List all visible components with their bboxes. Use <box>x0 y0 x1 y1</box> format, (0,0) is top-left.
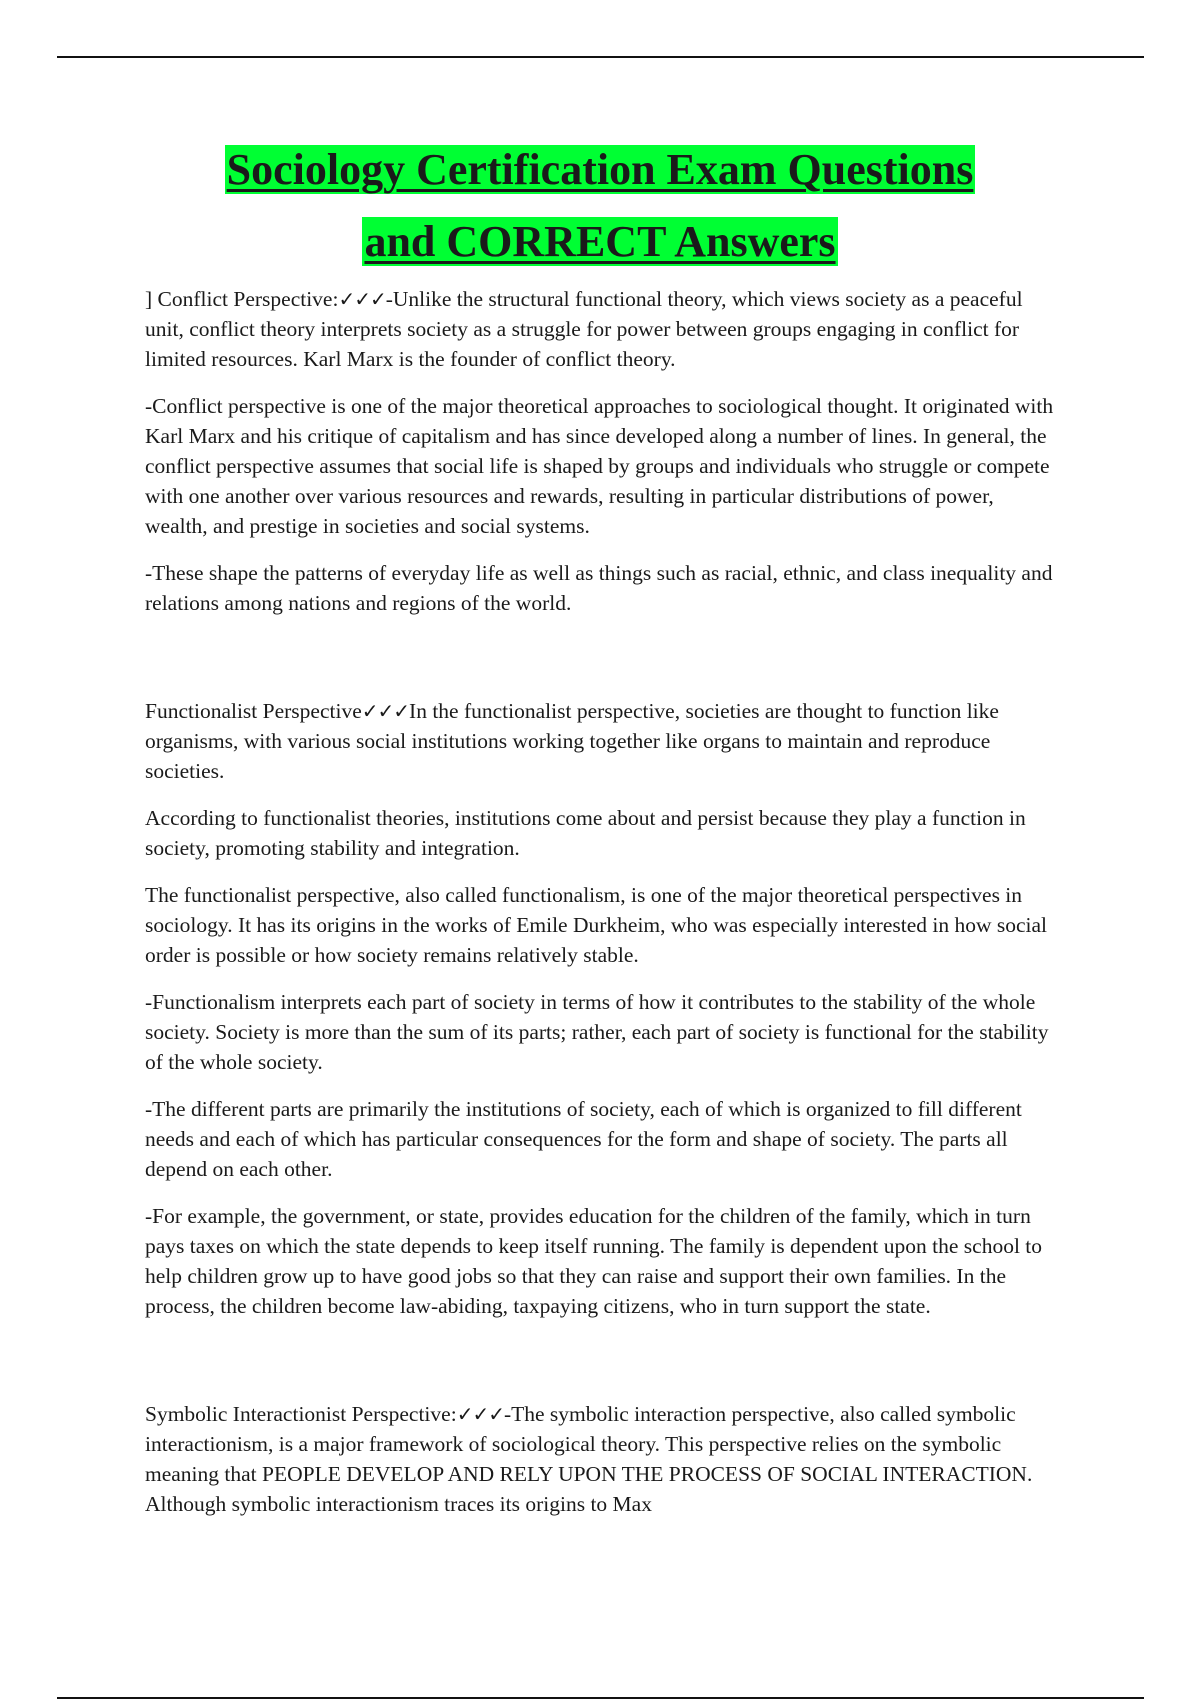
functionalist-paragraph-2: The functionalist perspective, also called functionalism, is one of the major theoretical perspectives in sociology. It has its origins in the works of Emile Durkheim, who was especially interested in how social order is possible or how society remains relatively stable. <box>145 883 1048 967</box>
term-conflict-perspective: ] Conflict Perspective: <box>145 287 339 311</box>
document-body <box>145 284 1060 1536</box>
functionalist-paragraph-1: According to functionalist theories, institutions come about and persist because they play a function in society, promoting stability and integration. <box>145 806 1026 860</box>
answer-symbolic-interactionist: -The symbolic interaction perspective, also called symbolic interactionism, is a major framework of sociological theory. This perspective relies on the symbolic meaning that PEOPLE DEVELOP AND RELY UPON THE PROCESS OF SOCIAL INTERACTION. Although symbolic interactionism traces its origins to Max <box>145 1402 1033 1516</box>
answer-conflict-perspective: -Unlike the structural functional theory, which views society as a peaceful unit, conflict theory interprets society as a struggle for power between groups engaging in conflict for limited resources. Karl Marx is the founder of conflict theory. <box>145 287 1023 371</box>
conflict-paragraph-2: -These shape the patterns of everyday life as well as things such as racial, ethnic, and class inequality and relations among nations and regions of the world. <box>145 561 1053 615</box>
symbolic-interactionist-entry <box>145 1399 1060 1519</box>
functionalist-paragraph-3: -Functionalism interprets each part of society in terms of how it contributes to the stability of the whole society. Society is more than the sum of its parts; rather, each part of society is functional for the stability of the whole society. <box>145 990 1049 1074</box>
conflict-paragraph-1: -Conflict perspective is one of the major theoretical approaches to sociological thought. It originated with Karl Marx and his critique of capitalism and has since developed along a number of lines. In general, the conflict perspective assumes that social life is shaped by groups and individuals who struggle or compete with one another over various resources and rewards, resulting in particular distributions of power, wealth, and prestige in societies and social systems. <box>145 394 1054 538</box>
document-title <box>0 142 1200 286</box>
title-highlight-2: and CORRECT Answers <box>364 217 836 266</box>
conflict-perspective-entry <box>145 284 1060 374</box>
term-symbolic-interactionist: Symbolic Interactionist Perspective: <box>145 1402 457 1426</box>
term-functionalist-perspective: Functionalist Perspective <box>145 699 362 723</box>
checkmark-icon: ✓✓✓ <box>361 699 410 723</box>
functionalist-paragraph-5: -For example, the government, or state, provides education for the children of the family, which in turn pays taxes on which the state depends to keep itself running. The family is dependent upon the school to help children grow up to have good jobs so that they can raise and support their own families. In the process, the children become law-abiding, taxpaying citizens, who in turn support the state. <box>145 1204 1043 1318</box>
checkmark-icon: ✓✓✓ <box>338 287 386 311</box>
checkmark-icon: ✓✓✓ <box>456 1402 504 1426</box>
functionalist-perspective-entry <box>145 696 1060 786</box>
answer-functionalist-perspective: In the functionalist perspective, societies are thought to function like organisms, with various social institutions working together like organs to maintain and reproduce societies. <box>145 699 999 783</box>
title-line-1 <box>0 142 1200 208</box>
top-rule <box>57 56 1144 58</box>
title-highlight-1: Sociology Certification Exam Questions <box>226 145 974 194</box>
functionalist-paragraph-4: -The different parts are primarily the institutions of society, each of which is organized to fill different needs and each of which has particular consequences for the form and shape of society. The parts all depend on each other. <box>145 1097 1022 1181</box>
title-line-2 <box>0 214 1200 280</box>
bottom-rule <box>57 1697 1144 1699</box>
